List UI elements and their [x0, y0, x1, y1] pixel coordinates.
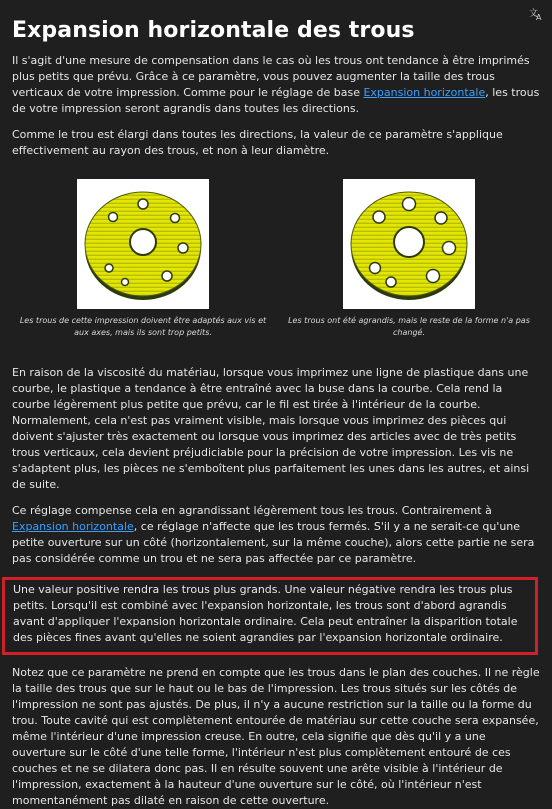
- svg-text:A: A: [536, 13, 542, 21]
- intro-text-after: , les trous de votre impression seront agrandis dans toutes les directions.: [12, 86, 540, 115]
- print-disc-enlarged-holes-image: [347, 184, 471, 304]
- translate-icon-glyph: [529, 7, 543, 21]
- figure-before: [14, 179, 272, 339]
- svg-text:文: 文: [529, 9, 539, 19]
- figure-after-image: [343, 179, 475, 309]
- figure-before-image: [77, 179, 209, 309]
- compensation-text-before: Ce réglage compense cela en agrandissant légèrement tous les trous. Contrairement à: [12, 504, 492, 517]
- translate-icon[interactable]: [528, 6, 544, 22]
- intro-paragraph: [12, 53, 540, 117]
- link-horizontal-expansion-2[interactable]: Expansion horizontale: [12, 520, 134, 533]
- figure-before-caption: Les trous de cette impression doivent être adaptés aux vis et aux axes, mais ils sont trop petits.: [19, 316, 267, 337]
- intro-text-before: Il s'agit d'une mesure de compensation dans le cas où les trous ont tendance à être imprimés plus petits que prévu. Grâce à ce paramètre, vous pouvez augmenter la taille des trous verticaux de votre impression. Comme pour le réglage de base: [12, 54, 530, 99]
- compensation-text-after: , ce réglage n'affecte que les trous fermés. S'il y a ne serait-ce qu'une petite ouverture sur un côté (horizontalement, sur la même couche), alors cette partie ne sera pas considérée comme un trou et ne sera pas affectée par ce paramètre.: [12, 520, 535, 565]
- value-sign-paragraph: Une valeur positive rendra les trous plus grands. Une valeur négative rendra les trous plus petits. Lorsqu'il est combiné avec l'expansion horizontale, les trous sont d'abord agrandis avant d'appliquer l'expansion horizontale ordinaire. Cela peut entraîner la disparition totale des pièces fines avant qu'elles ne soient agrandies par l'expansion horizontale ordinaire.: [13, 583, 518, 644]
- page-title: Expansion horizontale des trous: [12, 18, 415, 43]
- link-horizontal-expansion-1[interactable]: Expansion horizontale: [363, 86, 486, 99]
- print-disc-small-holes-image: [81, 184, 205, 304]
- figure-after: [280, 179, 538, 339]
- viscosity-paragraph: En raison de la viscosité du matériau, lorsque vous imprimez une ligne de plastique dans une courbe, le plastique a tendance à être entraîné avec la buse dans la courbe. Cela rend la courbe légèrement plus petite que prévu, car le fil est tirée à l'intérieur de la courbe. Normalement, cela n'est pas vraiment visible, mais lorsque vous imprimez des pièces qui doivent s'ajuster très exactement ou lorsque vous imprimez des articles avec de très petits trous verticaux, cela devient préjudiciable pour la précision de votre impression. Les vis ne s'adaptent plus, les pièces ne s'emboîtent plus parfaitement les unes dans les autres, et ainsi de suite.: [12, 366, 530, 491]
- radius-paragraph: Comme le trou est élargi dans toutes les directions, la valeur de ce paramètre s'applique effectivement au rayon des trous, et non à leur diamètre.: [12, 128, 503, 157]
- figure-after-caption: Les trous ont été agrandis, mais le reste de la forme n'a pas changé.: [288, 316, 530, 337]
- figures-row: [12, 179, 540, 339]
- spacer: [12, 339, 540, 365]
- layer-plane-paragraph: Notez que ce paramètre ne prend en compte que les trous dans le plan des couches. Il ne règle la taille des trous que sur le haut ou le bas de l'impression. Les trous situés sur les côtés de l'impression ne sont pas ajustés. De plus, il n'y a aucune restriction sur la taille ou la forme du trou. Toute cavité qui est complètement entourée de matériau sur cette couche sera expansée, même l'intérieur d'une impression creuse. En outre, cela signifie que dès qu'il y a une ouverture sur le côté d'une telle forme, l'intérieur n'est plus complètement entouré de ces couches et ne se dilatera donc pas. Il en résulte souvent une arête visible à l'intérieur de l'impression, exactement à la hauteur d'une ouverture sur le côté, où l'intérieur n'est momentanément pas dilaté en raison de cette ouverture.: [12, 666, 540, 807]
- compensation-paragraph: [12, 503, 540, 567]
- highlighted-note-box: [2, 577, 538, 655]
